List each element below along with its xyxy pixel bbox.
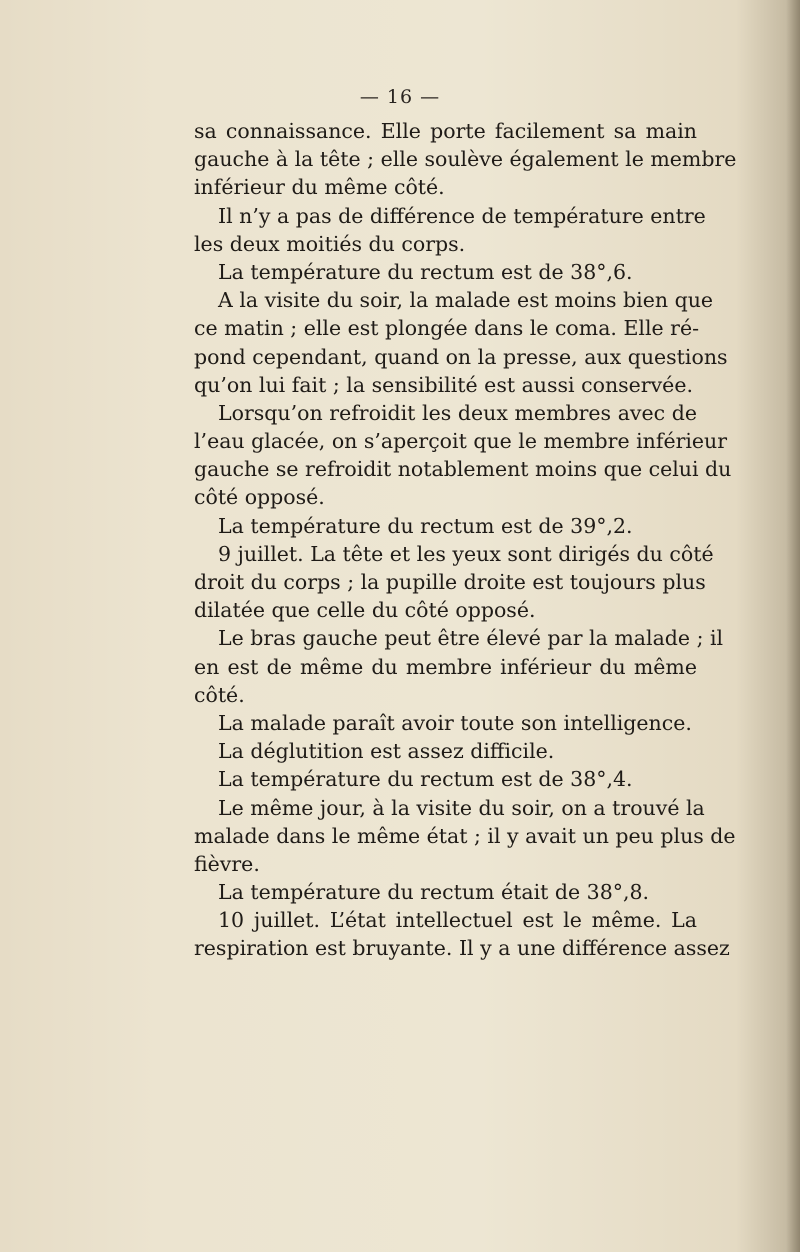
- body-text: [194, 117, 737, 963]
- text-line: dilatée que celle du côté opposé.: [194, 598, 536, 623]
- text-line: gauche à la tête ; elle soulève également le membre: [194, 147, 737, 172]
- page-edge-shadow: [786, 0, 800, 1252]
- text-line: La température du rectum est de 39°,2.: [218, 513, 633, 538]
- text-line: fièvre.: [194, 851, 260, 876]
- text-line: Il n’y a pas de différence de température entre: [218, 203, 706, 228]
- text-line: droit du corps ; la pupille droite est toujours plus: [194, 570, 706, 594]
- text-line: pond cependant, quand on la presse, aux questions: [194, 344, 728, 369]
- text-line: A la visite du soir, la malade est moins bien que: [218, 288, 714, 313]
- text-line: qu’on lui fait ; la sensibilité est aussi conservée.: [194, 372, 693, 397]
- text-line: gauche se refroidit notablement moins que celui du: [194, 457, 732, 482]
- text-line: côté.: [194, 682, 245, 707]
- text-line: malade dans le même état ; il y avait un peu plus de: [194, 823, 736, 848]
- text-line: La température du rectum était de 38°,8.: [218, 880, 650, 905]
- text-line: Le même jour, à la visite du soir, on a trouvé la: [218, 795, 705, 820]
- text-line: La déglutition est assez difficile.: [218, 739, 555, 764]
- text-line: Le bras gauche peut être élevé par la malade ; il: [218, 626, 724, 651]
- page-number: — 16 —: [359, 86, 441, 108]
- text-line: 10 juillet. L’état intellectuel est le même. La: [218, 908, 697, 933]
- text-line: La malade paraît avoir toute son intelligence.: [218, 710, 692, 735]
- text-line: Lorsqu’on refroidit les deux membres avec de: [218, 400, 697, 425]
- text-line: les deux moitiés du corps.: [194, 231, 466, 256]
- text-line: ce matin ; elle est plongée dans le coma. Elle ré-: [194, 316, 700, 341]
- text-line: l’eau glacée, on s’aperçoit que le membre inférieur: [194, 429, 728, 454]
- text-line: sa connaissance. Elle porte facilement sa main: [194, 119, 697, 143]
- text-line: en est de même du membre inférieur du même: [194, 654, 697, 679]
- text-line: La température du rectum est de 38°,4.: [218, 767, 633, 792]
- text-line: côté opposé.: [194, 485, 325, 510]
- text-line: 9 juillet. La tête et les yeux sont dirigés du côté: [218, 541, 714, 566]
- text-line: respiration est bruyante. Il y a une différence assez: [194, 936, 730, 961]
- text-line: La température du rectum est de 38°,6.: [218, 259, 633, 284]
- text-line: inférieur du même côté.: [194, 175, 445, 200]
